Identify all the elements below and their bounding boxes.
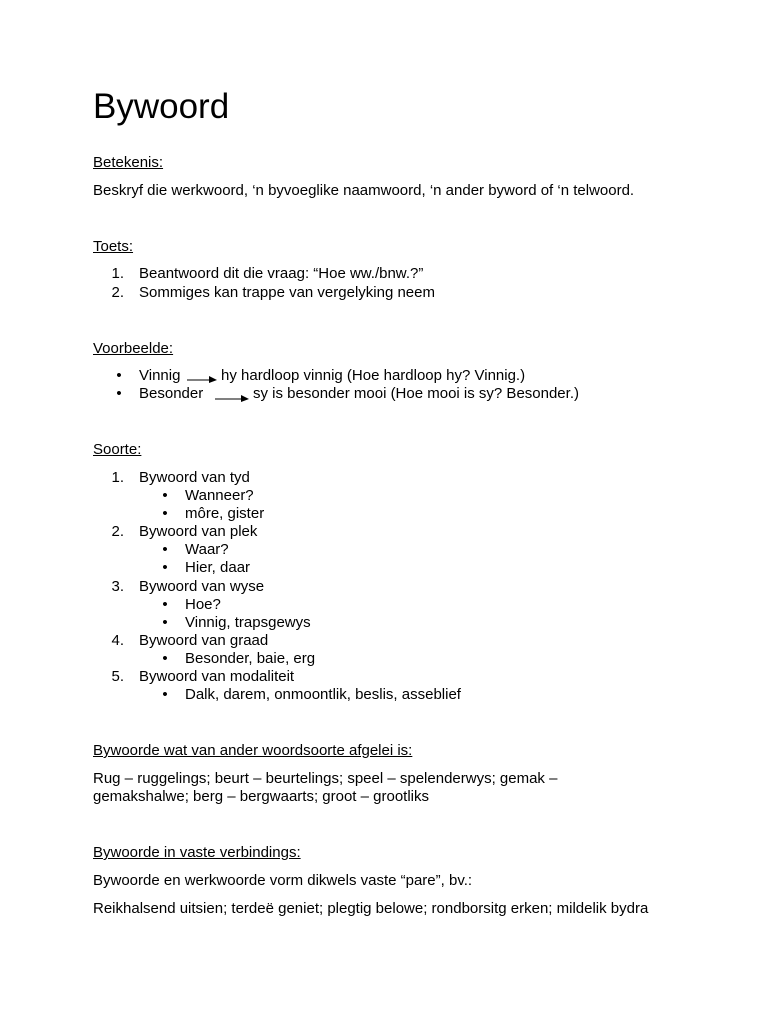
bullet-icon: •	[162, 614, 168, 631]
vaste-heading: Bywoorde in vaste verbindings:	[93, 844, 301, 861]
sub-list-item: Wanneer?	[185, 487, 254, 504]
example-word: Vinnig	[139, 367, 181, 384]
toets-heading: Toets:	[93, 238, 134, 255]
list-number: 5.	[111, 668, 124, 685]
list-number: 4.	[111, 632, 124, 649]
sub-list-item: Hoe?	[185, 596, 221, 613]
right-arrow-icon	[215, 393, 249, 403]
sub-list-item: Waar?	[185, 541, 229, 558]
sub-list-item: Hier, daar	[185, 559, 251, 576]
list-item: Bywoord van wyse	[139, 578, 265, 595]
list-item: Bywoord van modaliteit	[139, 668, 295, 685]
document-title: Bywoord	[93, 87, 230, 126]
list-number: 1.	[111, 265, 124, 282]
example-sentence: hy hardloop vinnig (Hoe hardloop hy? Vinnig.)	[221, 367, 526, 384]
sub-list-item: Dalk, darem, onmoontlik, beslis, asseblief	[185, 686, 461, 703]
bullet-icon: •	[162, 596, 168, 613]
soorte-heading: Soorte:	[93, 441, 142, 458]
sub-list-item: Besonder, baie, erg	[185, 650, 316, 667]
bullet-icon: •	[162, 686, 168, 703]
example-sentence: sy is besonder mooi (Hoe mooi is sy? Besonder.)	[253, 385, 579, 402]
list-number: 2.	[111, 284, 124, 301]
document-page	[93, 0, 713, 1024]
example-word: Besonder	[139, 385, 204, 402]
bullet-icon: •	[116, 385, 122, 402]
voorbeelde-heading: Voorbeelde:	[93, 340, 174, 357]
bullet-icon: •	[162, 650, 168, 667]
sub-list-item: Vinnig, trapsgewys	[185, 614, 311, 631]
afgelei-text: Rug – ruggelings; beurt – beurtelings; speel – spelenderwys; gemak – gemakshalwe; berg – bergwaarts; groot – grootliks	[93, 770, 558, 805]
betekenis-text: Beskryf die werkwoord, ‘n byvoeglike naamwoord, ‘n ander byword of ‘n telwoord.	[93, 182, 635, 199]
list-number: 1.	[111, 469, 124, 486]
vaste-examples: Reikhalsend uitsien; terdeë geniet; plegtig belowe; rondborsitg erken; mildelik bydra	[93, 900, 649, 917]
bullet-icon: •	[162, 541, 168, 558]
bullet-icon: •	[116, 367, 122, 384]
list-item: Beantwoord dit die vraag: “Hoe ww./bnw.?”	[139, 265, 424, 282]
vaste-intro: Bywoorde en werkwoorde vorm dikwels vaste “pare”, bv.:	[93, 872, 473, 889]
list-number: 2.	[111, 523, 124, 540]
sub-list-item: môre, gister	[185, 505, 265, 522]
list-item: Sommiges kan trappe van vergelyking neem	[139, 284, 435, 301]
list-item: Bywoord van tyd	[139, 469, 250, 486]
bullet-icon: •	[162, 487, 168, 504]
list-item: Bywoord van graad	[139, 632, 269, 649]
betekenis-heading: Betekenis:	[93, 154, 164, 171]
list-item: Bywoord van plek	[139, 523, 258, 540]
bullet-icon: •	[162, 505, 168, 522]
right-arrow-icon	[187, 374, 217, 384]
afgelei-heading: Bywoorde wat van ander woordsoorte afgelei is:	[93, 742, 413, 759]
list-number: 3.	[111, 578, 124, 595]
bullet-icon: •	[162, 559, 168, 576]
